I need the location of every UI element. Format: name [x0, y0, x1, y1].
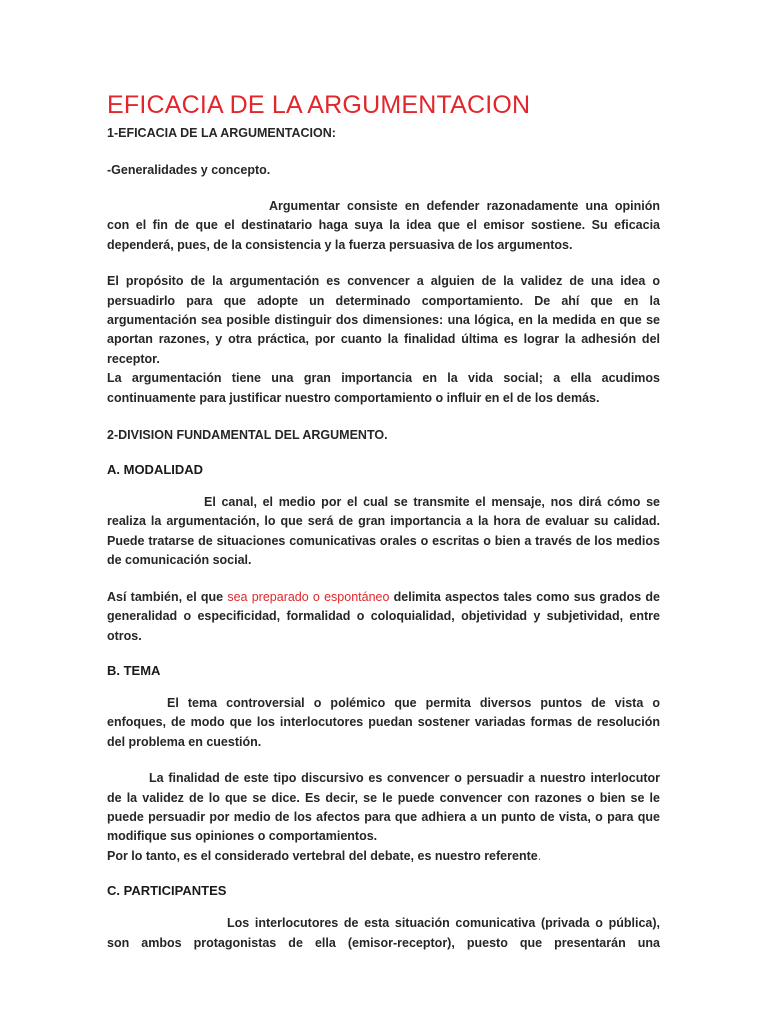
document-page — [107, 88, 660, 953]
heading-modalidad: A. MODALIDAD — [107, 462, 204, 478]
paragraph-tema: El tema controversial o polémico que permita diversos puntos de vista o enfoques, de modo que los interlocutores puedan sostener variadas formas de resolución del problema en cuestión. — [107, 695, 660, 749]
paragraph-importancia: La argumentación tiene una gran importancia en la vida social; a ella acudimos continuamente para justificar nuestro comportamiento o influir en el de los demás. — [107, 371, 660, 405]
paragraph-por-lo-tanto-dot: . — [537, 848, 542, 863]
paragraph-asi-start: Así también, el que — [107, 589, 228, 604]
paragraph-asi-tambien — [107, 588, 660, 646]
paragraph-asi-end: delimita aspectos tales como sus grados de generalidad o especificidad, formalidad o coloquialidad, objetividad y subjetividad, entre otros. — [107, 589, 660, 643]
paragraph-canal: El canal, el medio por el cual se transmite el mensaje, nos dirá cómo se realiza la argumentación, lo que será de gran importancia a la hora de evaluar su calidad. Puede tratarse de situaciones comunicativas orales o escritas o bien a través de los medios de comunicación social. — [107, 495, 660, 568]
section-2-heading: 2-DIVISION FUNDAMENTAL DEL ARGUMENTO. — [107, 428, 388, 443]
paragraph-proposito: El propósito de la argumentación es convencer a alguien de la validez de una idea o persuadirlo para que adopte un determinado comportamiento. De ahí que en la argumentación sea posible distinguir dos dimensiones: una lógica, en la medida en que se aportan razones, y otra práctica, por cuanto la finalidad última es lograr la adhesión del receptor. — [107, 274, 660, 366]
paragraph-por-lo-tanto-text: Por lo tanto, es el considerado vertebral del debate, es nuestro referente — [107, 848, 538, 863]
section-1-heading: 1-EFICACIA DE LA ARGUMENTACION: — [107, 126, 336, 140]
paragraph-por-lo-tanto — [107, 847, 660, 866]
paragraph-finalidad: La finalidad de este tipo discursivo es convencer o persuadir a nuestro interlocutor de la validez de lo que se dice. Es decir, se le puede convencer con razones o bien se le puede persuadir por medio de los afectos para que adhiera a un punto de vista, o para que modifique sus opiniones o comportamientos. — [107, 771, 660, 844]
subheading-generalidades: -Generalidades y concepto. — [107, 163, 271, 177]
document-title: EFICACIA DE LA ARGUMENTACION — [107, 91, 531, 119]
heading-tema: B. TEMA — [107, 662, 161, 678]
heading-participantes: C. PARTICIPANTES — [107, 883, 227, 899]
paragraph-argumentar: Argumentar consiste en defender razonadamente una opinión con el fin de que el destinatario haga suya la idea que el emisor sostiene. Su eficacia dependerá, pues, de la consistencia y la fuerza persuasiva de los argumentos. — [107, 199, 660, 252]
paragraph-interlocutores: Los interlocutores de esta situación comunicativa (privada o pública), son ambos protagonistas de ella (emisor-receptor), puesto que presentarán una — [107, 916, 660, 950]
highlighted-phrase: sea preparado o espontáneo — [227, 589, 390, 604]
